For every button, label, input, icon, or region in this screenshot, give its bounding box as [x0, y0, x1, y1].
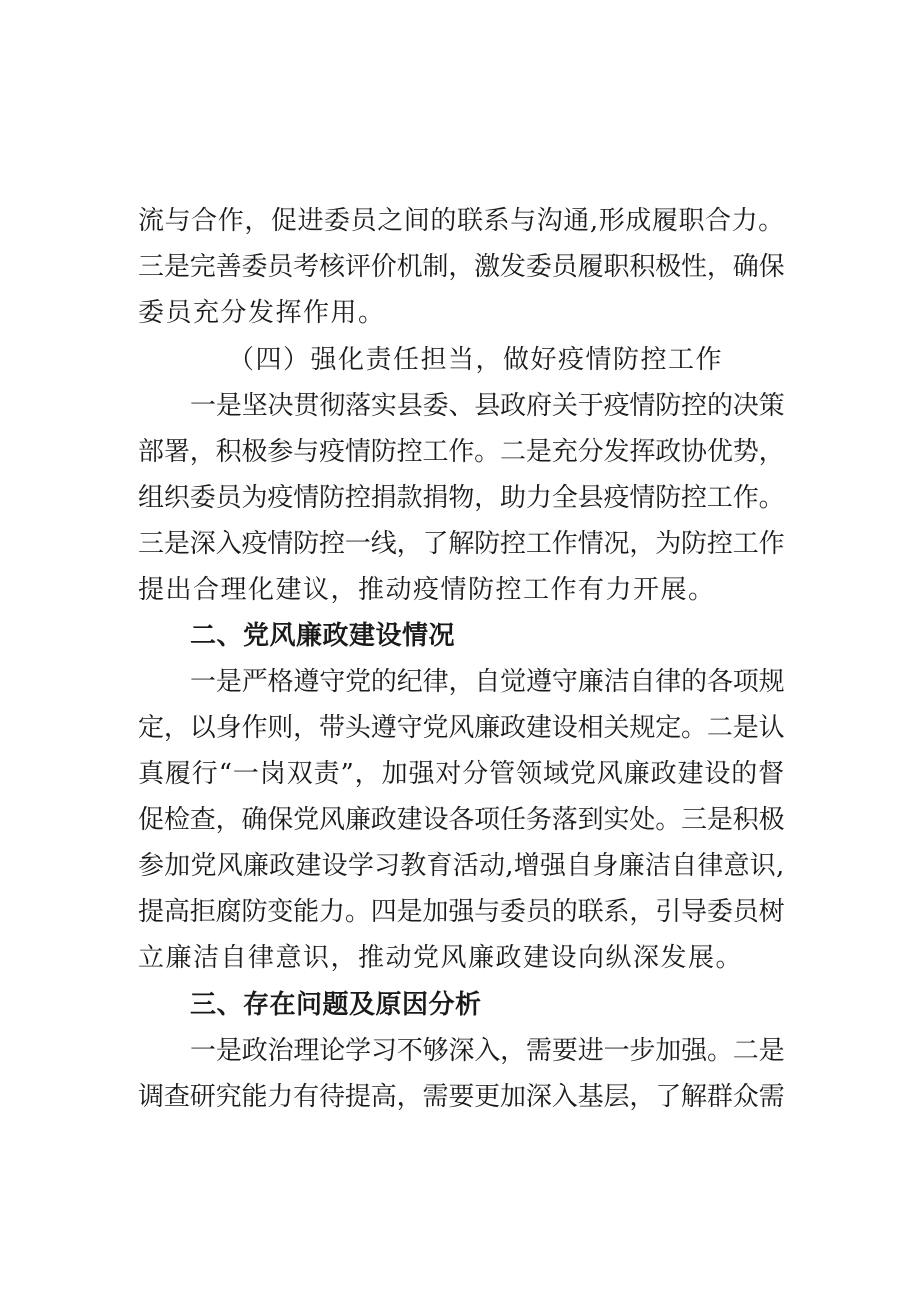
- body-text-line: 真履行“一岗双责”，加强对分管领域党风廉政建设的督: [138, 759, 786, 789]
- body-text-line: 委员充分发挥作用。: [138, 298, 386, 328]
- body-text-line: 参加党风廉政建设学习教育活动,增强自身廉洁自律意识,: [138, 851, 785, 881]
- subsection-heading: （四）强化责任担当，做好疫情防控工作: [228, 345, 724, 375]
- body-text-line: 提出合理化建议，推动疫情防控工作有力开展。: [138, 575, 716, 605]
- body-text-line: 提高拒腐防变能力。四是加强与委员的联系，引导委员树: [138, 897, 785, 927]
- paragraph-first-line: 一是坚决贯彻落实县委、县政府关于疫情防控的决策: [190, 391, 785, 421]
- body-text-line: 立廉洁自律意识，推动党风廉政建设向纵深发展。: [138, 943, 744, 973]
- body-text-line: 组织委员为疫情防控捐款捐物，助力全县疫情防控工作。: [138, 483, 785, 513]
- body-text-line: 三是深入疫情防控一线，了解防控工作情况，为防控工作: [138, 529, 785, 559]
- section-heading: 二、党风廉政建设情况: [190, 621, 456, 651]
- paragraph-first-line: 一是严格遵守党的纪律，自觉遵守廉洁自律的各项规: [190, 667, 785, 697]
- body-text-line: 促检查，确保党风廉政建设各项任务落到实处。三是积极: [138, 805, 785, 835]
- body-text-line: 流与合作，促进委员之间的联系与沟通,形成履职合力。: [138, 206, 785, 236]
- body-text-line: 三是完善委员考核评价机制，激发委员履职积极性，确保: [138, 252, 785, 282]
- body-text-line: 部署，积极参与疫情防控工作。二是充分发挥政协优势，: [138, 437, 785, 467]
- section-heading: 三、存在问题及原因分析: [190, 990, 482, 1020]
- paragraph-first-line: 一是政治理论学习不够深入，需要进一步加强。二是: [190, 1036, 785, 1066]
- body-text-line: 调查研究能力有待提高，需要更加深入基层，了解群众需: [138, 1082, 785, 1112]
- body-text-line: 定，以身作则，带头遵守党风廉政建设相关规定。二是认: [138, 713, 785, 743]
